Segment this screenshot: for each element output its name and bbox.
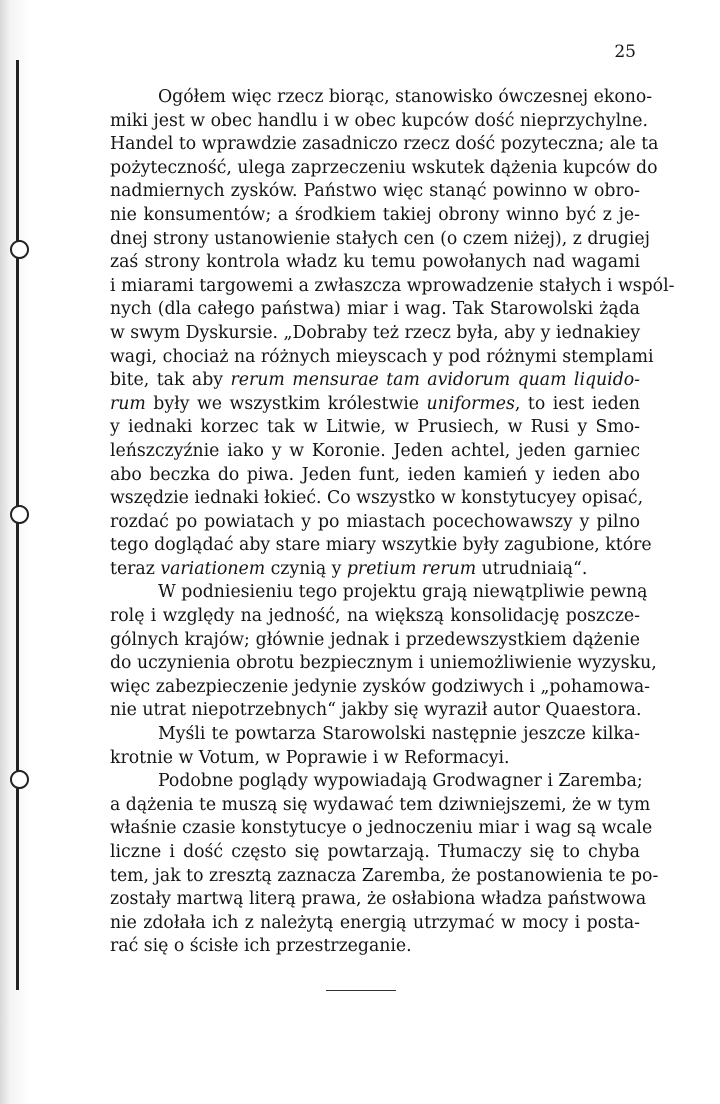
italic-phrase: rum bbox=[110, 393, 146, 414]
text-line bbox=[110, 251, 640, 275]
section-separator bbox=[326, 990, 396, 991]
text-run: y iednaki korzec tak w Litwie, w Prusiech, w Rusi y Smo- bbox=[110, 417, 640, 438]
text-line bbox=[110, 794, 651, 818]
text-line bbox=[110, 747, 640, 771]
page-binding-edge bbox=[0, 0, 30, 1104]
text-line bbox=[110, 770, 643, 794]
text-run: utrudniaią“. bbox=[476, 558, 588, 579]
text-run: nie konsumentów; a środkiem takiej obrony winno być z je- bbox=[110, 204, 640, 225]
text-line bbox=[110, 393, 640, 417]
text-line bbox=[110, 935, 640, 959]
text-line bbox=[110, 133, 659, 157]
text-run: wszędzie iednaki łokieć. Co wszystko w konstytucyey opisać, bbox=[110, 488, 644, 509]
text-run: właśnie czasie konstytucye o jednoczeniu miar i wag są wcale bbox=[110, 818, 653, 839]
text-run: tem, jak to zresztą zaznacza Zaremba, że postanowienia te po- bbox=[110, 865, 659, 886]
text-run: a dążenia te muszą się wydawać tem dziwniejszemi, że w tym bbox=[110, 794, 651, 815]
text-line bbox=[110, 652, 657, 676]
page-number: 25 bbox=[614, 42, 636, 62]
text-run: Podobne poglądy wypowiadają Grodwagner i Zaremba; bbox=[158, 771, 643, 792]
text-line bbox=[110, 204, 640, 228]
text-run: były we wszystkim królestwie bbox=[145, 393, 427, 414]
text-line bbox=[110, 369, 640, 393]
text-run: gólnych krajów; głównie jednak i przedewszystkiem dążenie bbox=[110, 629, 640, 650]
body-text bbox=[110, 86, 675, 959]
text-line bbox=[110, 440, 640, 464]
text-run: teraz bbox=[110, 558, 161, 579]
text-run: miki jest w obec handlu i w obec kupców dość nieprzychylne. bbox=[110, 110, 648, 131]
text-run: do uczynienia obrotu bezpiecznym i uniemożliwienie wyzysku, bbox=[110, 653, 657, 674]
text-line bbox=[110, 841, 640, 865]
text-line bbox=[110, 817, 653, 841]
text-line bbox=[110, 416, 640, 440]
text-line bbox=[110, 86, 653, 110]
text-line bbox=[110, 605, 640, 629]
text-run: rać się o ścisłe ich przestrzeganie. bbox=[110, 936, 412, 957]
text-line bbox=[110, 723, 640, 747]
text-run: , to iest ieden bbox=[514, 393, 641, 414]
text-line bbox=[110, 110, 648, 134]
text-run: tego doglądać aby stare miary wszytkie były zagubione, które bbox=[110, 535, 652, 556]
text-run: zaś strony kontrola władz ku temu powołanych nad wagami bbox=[110, 252, 640, 273]
text-line bbox=[110, 298, 640, 322]
text-line bbox=[110, 228, 650, 252]
binding-ring bbox=[10, 770, 29, 789]
text-line bbox=[110, 275, 675, 299]
text-line bbox=[110, 629, 640, 653]
text-run: rolę i względy na jedność, na większą konsolidację poszcze- bbox=[110, 606, 640, 627]
italic-phrase: pretium rerum bbox=[346, 558, 477, 579]
text-line bbox=[110, 157, 658, 181]
text-line bbox=[110, 865, 659, 889]
text-run: W podniesieniu tego projektu grają niewątpliwie pewną bbox=[158, 582, 648, 603]
text-line bbox=[110, 180, 640, 204]
text-line bbox=[110, 322, 640, 346]
binding-rule bbox=[16, 60, 19, 990]
text-line bbox=[110, 558, 640, 582]
text-run: liczne i dość często się powtarzają. Tłumaczy się to chyba bbox=[110, 842, 640, 862]
text-line bbox=[110, 511, 640, 535]
text-run: zostały martwą literą prawa, że osłabiona władza państwowa bbox=[110, 889, 647, 910]
italic-phrase: variationem bbox=[160, 558, 266, 579]
text-run: abo beczka do piwa. Jeden funt, ieden kamień y ieden abo bbox=[110, 464, 640, 485]
italic-phrase: uniformes bbox=[426, 393, 515, 414]
text-run: nie utrat niepotrzebnych“ jakby się wyraził autor Quaestora. bbox=[110, 700, 642, 721]
text-run: dnej strony ustanowienie stałych cen (o czem niżej), z drugiej bbox=[110, 228, 650, 249]
italic-phrase: rerum mensurae tam avidorum quam liquido- bbox=[230, 370, 640, 391]
text-run: w swym Dyskursie. „Dobraby też rzecz była, aby y iednakiey bbox=[110, 322, 641, 343]
text-run: Handel to wprawdzie zasadniczo rzecz dość pozyteczna; ale ta bbox=[110, 134, 659, 155]
text-run: i miarami targowemi a zwłaszcza wprowadzenie stałych i wspól- bbox=[110, 275, 675, 296]
text-run: rozdać po powiatach y po miastach pocechowawszy y pilno bbox=[110, 511, 640, 532]
text-run: leńszczyźnie iako y w Koronie. Jeden achtel, jeden garniec bbox=[110, 440, 640, 461]
text-run: pożyteczność, ulega zaprzeczeniu wskutek dążenia kupców do bbox=[110, 157, 658, 178]
text-line bbox=[110, 464, 640, 488]
text-line bbox=[110, 888, 647, 912]
text-line bbox=[110, 534, 652, 558]
text-run: nie zdołała ich z należytą energią utrzymać w mocy i posta- bbox=[110, 912, 640, 933]
text-line bbox=[110, 676, 651, 700]
text-run: więc zabezpieczenie jedynie zysków godziwych i „pohamowa- bbox=[110, 676, 651, 697]
text-line bbox=[110, 581, 648, 605]
text-line bbox=[110, 912, 640, 936]
text-run: Ogółem więc rzecz biorąc, stanowisko ówczesnej ekono- bbox=[158, 87, 653, 107]
binding-ring bbox=[10, 240, 29, 259]
text-run: Myśli te powtarza Starowolski następnie jeszcze kilka- bbox=[158, 724, 640, 745]
text-run: czynią y bbox=[265, 558, 347, 579]
text-run: bite, tak aby bbox=[110, 370, 231, 391]
text-run: krotnie w Votum, w Poprawie i w Reformacyi. bbox=[110, 747, 510, 768]
text-run: nych (dla całego państwa) miar i wag. Tak Starowolski żąda bbox=[110, 299, 640, 320]
text-line bbox=[110, 487, 644, 511]
text-run: nadmiernych zysków. Państwo więc stanąć powinno w obro- bbox=[110, 181, 640, 202]
text-line bbox=[110, 346, 654, 370]
binding-ring bbox=[10, 505, 29, 524]
text-run: wagi, chociaż na różnych mieyscach y pod różnymi stemplami bbox=[110, 346, 654, 367]
text-line bbox=[110, 699, 640, 723]
